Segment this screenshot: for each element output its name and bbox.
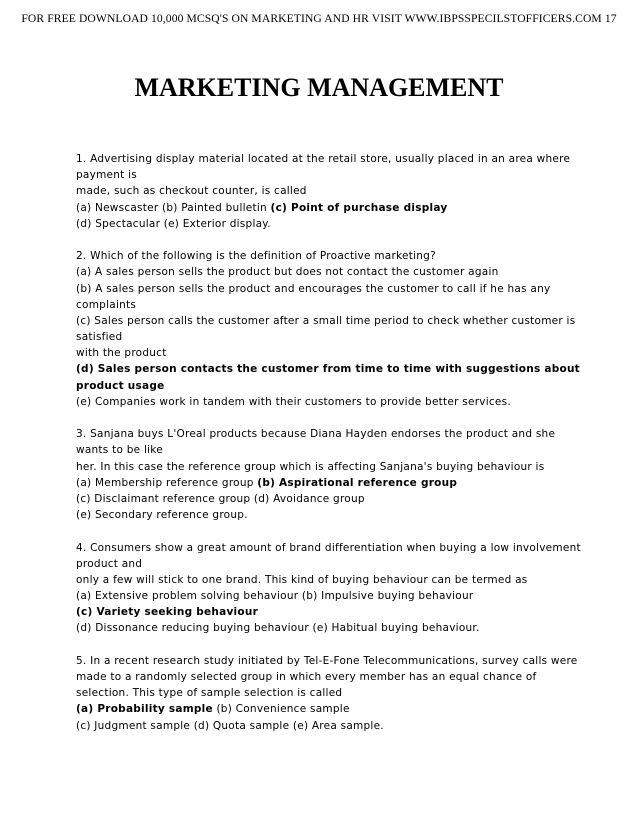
question-line (76, 248, 576, 264)
question-text: 4. Consumers show a great amount of brand differentiation when buying a low involvement (76, 541, 581, 554)
question-text: product and (76, 557, 143, 570)
question-line (76, 653, 576, 669)
question-text: (b) Convenience sample (212, 703, 350, 716)
question-text: (e) Secondary reference group. (76, 509, 248, 522)
question-line (76, 507, 576, 523)
question-line (76, 685, 576, 701)
question-line (76, 620, 576, 636)
questions-list (76, 151, 581, 750)
question-line (76, 394, 576, 410)
question-text: 3. Sanjana buys L'Oreal products because Diana Hayden endorses the product and she (76, 428, 556, 441)
question-3 (76, 426, 576, 523)
question-line (76, 183, 576, 199)
question-line (76, 361, 580, 377)
question-line (76, 475, 576, 491)
question-text: (c) Sales person calls the customer after a small time period to check whether customer is (76, 314, 576, 327)
question-text: only a few will stick to one brand. This kind of buying behaviour can be termed as (76, 573, 528, 586)
question-text: made to a randomly selected group in which every member has an equal chance of (76, 671, 537, 683)
question-text: (c) Judgment sample (d) Quota sample (e) Area sample. (76, 719, 384, 732)
question-line (76, 329, 576, 345)
question-line (76, 718, 576, 734)
question-line (76, 378, 576, 394)
question-line (76, 345, 576, 361)
question-text: wants to be like (76, 444, 163, 457)
question-text: 5. In a recent research study initiated by Tel-E-Fone Telecommunications, survey calls were (76, 654, 578, 667)
question-line (76, 297, 576, 313)
question-line (76, 313, 576, 329)
question-2 (76, 248, 580, 410)
question-text: payment is (76, 169, 137, 182)
question-text: her. In this case the reference group which is affecting Sanjana's buying behaviour is (76, 460, 545, 473)
question-line (76, 442, 576, 458)
question-4 (76, 540, 581, 637)
question-line (76, 151, 576, 167)
answer-text: product usage (76, 379, 165, 392)
question-text: complaints (76, 298, 137, 311)
question-text: (b) A sales person sells the product and encourages the customer to call if he has any (76, 282, 551, 295)
question-text: (a) A sales person sells the product but does not contact the customer again (76, 266, 499, 279)
question-text: (a) Newscaster (b) Painted bulletin (76, 201, 271, 214)
question-line (76, 281, 576, 297)
question-line (76, 200, 576, 216)
answer-text: (b) Aspirational reference group (257, 476, 458, 489)
question-text: (c) Disclaimant reference group (d) Avoidance group (76, 492, 365, 505)
question-text: made, such as checkout counter, is called (76, 185, 307, 198)
question-text: (d) Dissonance reducing buying behaviour (e) Habitual buying behaviour. (76, 622, 480, 635)
question-1 (76, 151, 576, 232)
question-text: selection. This type of sample selection is called (76, 687, 343, 700)
answer-text: (a) Probability sample (76, 703, 213, 716)
page-title: MARKETING MANAGEMENT (134, 73, 504, 102)
question-text: (a) Extensive problem solving behaviour (b) Impulsive buying behaviour (76, 590, 474, 603)
question-line (76, 167, 576, 183)
question-line (76, 701, 576, 717)
question-text: satisfied (76, 331, 123, 344)
question-line (76, 669, 576, 685)
question-line (76, 459, 576, 475)
question-text: (d) Spectacular (e) Exterior display. (76, 217, 271, 230)
question-line (76, 264, 576, 280)
answer-text: (c) Variety seeking behaviour (76, 606, 259, 619)
question-line (76, 588, 576, 604)
question-line (76, 604, 576, 620)
question-line (76, 540, 581, 556)
question-line (76, 572, 576, 588)
question-line (76, 216, 576, 232)
question-line (76, 426, 576, 442)
question-text: (e) Companies work in tandem with their customers to provide better services. (76, 395, 511, 408)
answer-text: (c) Point of purchase display (270, 201, 448, 214)
answer-text: (d) Sales person contacts the customer from time to time with suggestions about (76, 363, 580, 376)
question-line (76, 556, 576, 572)
question-text: 2. Which of the following is the definition of Proactive marketing? (76, 250, 436, 263)
question-text: with the product (76, 347, 167, 360)
page-header: FOR FREE DOWNLOAD 10,000 MCSQ'S ON MARKETING AND HR VISIT WWW.IBPSSPECILSTOFFICERS.COM 17 (21, 12, 617, 25)
question-line (76, 491, 576, 507)
question-text: 1. Advertising display material located at the retail store, usually placed in an area where (76, 153, 571, 165)
question-5 (76, 653, 576, 734)
question-text: (a) Membership reference group (76, 476, 258, 489)
